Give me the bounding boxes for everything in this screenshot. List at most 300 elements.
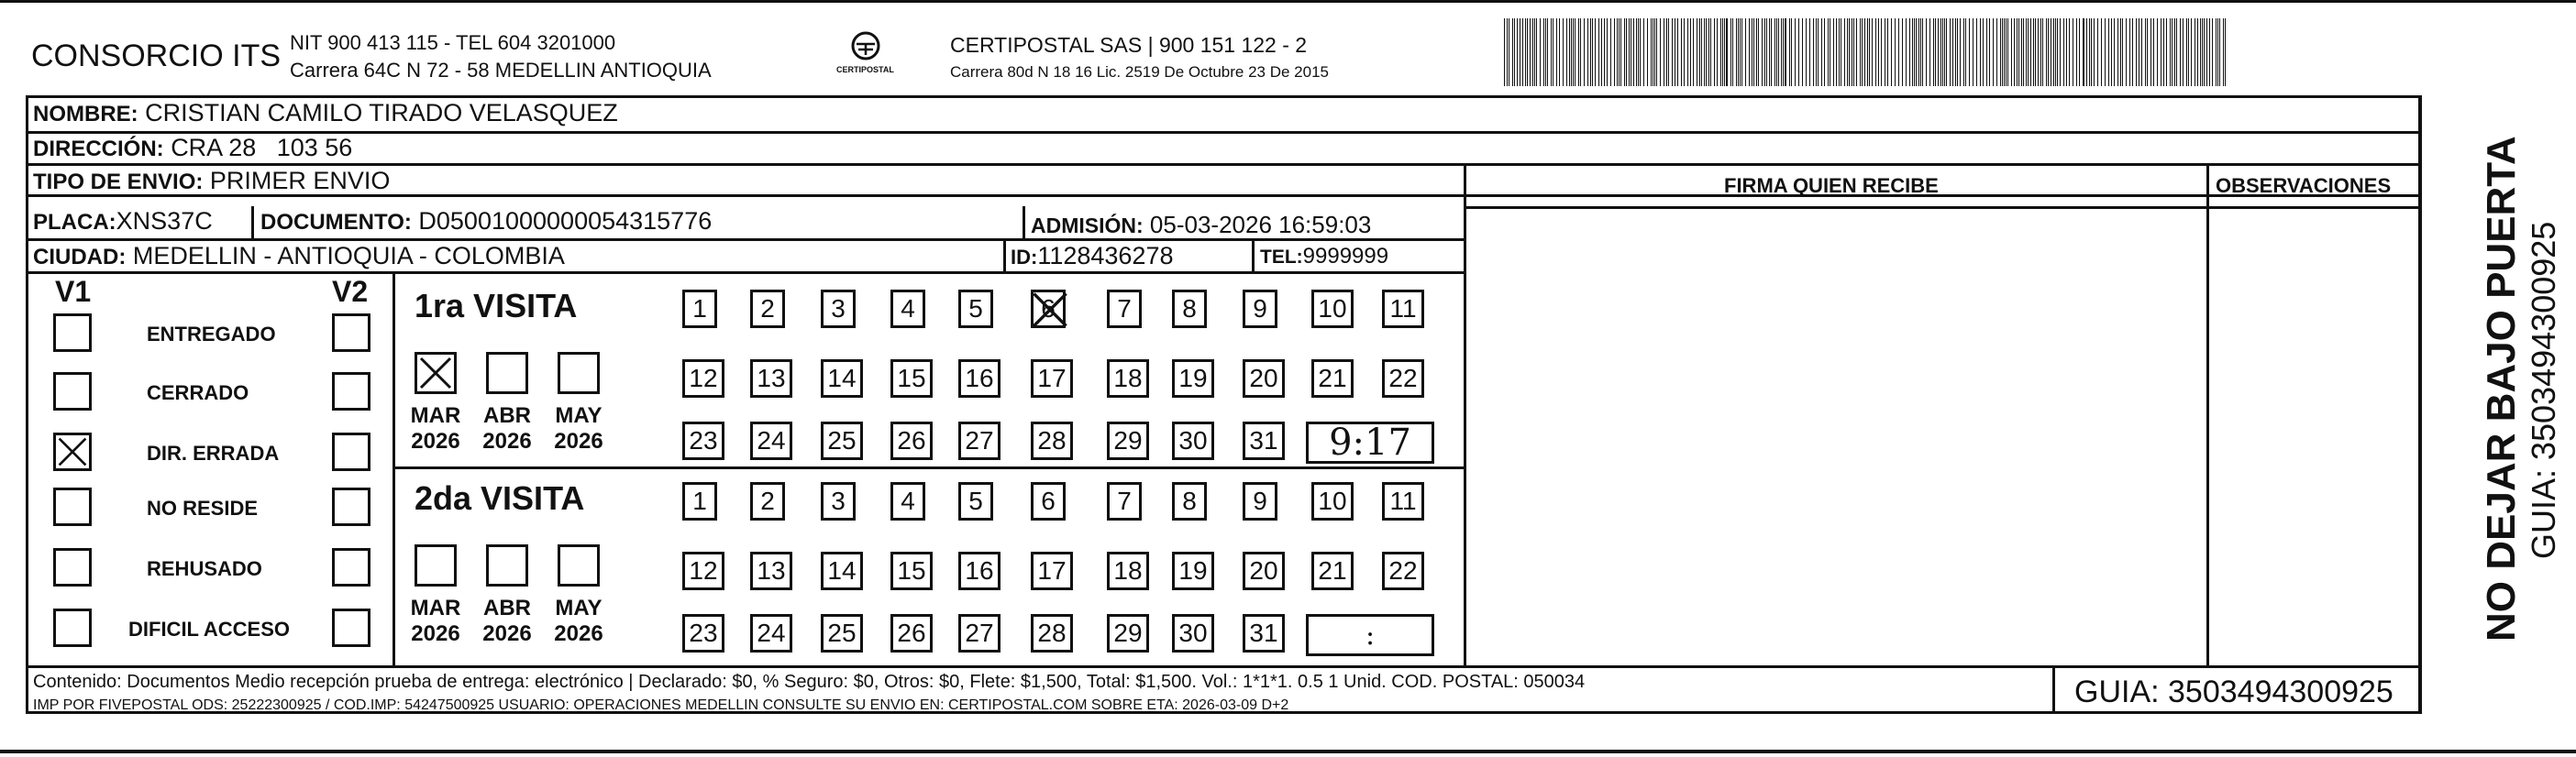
barcode-bar bbox=[2018, 18, 2019, 86]
month-checkbox[interactable] bbox=[486, 544, 528, 587]
barcode-bar bbox=[2007, 18, 2008, 86]
barcode-bar bbox=[2069, 18, 2070, 86]
month-checkbox[interactable] bbox=[486, 352, 528, 394]
v2-checkbox[interactable] bbox=[332, 548, 370, 587]
day-box[interactable]: 19 bbox=[1172, 552, 1214, 590]
barcode-bar bbox=[2209, 18, 2210, 86]
day-box[interactable]: 5 bbox=[958, 482, 993, 521]
barcode-bar bbox=[1704, 18, 1705, 86]
barcode-bar bbox=[1726, 18, 1728, 86]
barcode-bar bbox=[2038, 18, 2039, 86]
day-box[interactable]: 14 bbox=[821, 552, 863, 590]
day-box[interactable]: 8 bbox=[1172, 482, 1207, 521]
day-box[interactable]: 30 bbox=[1172, 422, 1214, 460]
barcode-bar bbox=[1693, 18, 1694, 86]
barcode-bar bbox=[1918, 18, 1919, 86]
day-box[interactable]: 4 bbox=[890, 482, 925, 521]
day-box[interactable]: 19 bbox=[1172, 359, 1214, 398]
barcode-bar bbox=[1902, 18, 1903, 86]
barcode-bar bbox=[1869, 18, 1870, 86]
barcode-bar bbox=[1795, 18, 1796, 86]
barcode-bar bbox=[1604, 18, 1605, 86]
tel-value: 9999999 bbox=[1302, 244, 1389, 269]
day-box[interactable]: 26 bbox=[890, 614, 933, 653]
barcode-bar bbox=[1929, 18, 1930, 86]
barcode-bar bbox=[1976, 18, 1977, 86]
barcode-bar bbox=[1963, 18, 1964, 86]
barcode-bar bbox=[1530, 18, 1531, 86]
barcode-bar bbox=[2083, 18, 2084, 86]
day-box[interactable]: 4 bbox=[890, 290, 925, 328]
status-option-label: NO RESIDE bbox=[147, 497, 259, 520]
day-box[interactable]: 13 bbox=[750, 359, 792, 398]
barcode-bar bbox=[2223, 18, 2224, 86]
month-label: MAY 2026 bbox=[554, 403, 603, 454]
barcode-bar bbox=[2202, 18, 2203, 86]
barcode-bar bbox=[1571, 18, 1572, 86]
day-box[interactable]: 22 bbox=[1382, 552, 1424, 590]
barcode-bar bbox=[2053, 18, 2054, 86]
direccion-value: CRA 28 103 56 bbox=[171, 134, 353, 161]
barcode-bar bbox=[1684, 18, 1685, 86]
day-box[interactable]: 10 bbox=[1311, 290, 1354, 328]
barcode-bar bbox=[1824, 18, 1825, 86]
day-box[interactable]: 15 bbox=[890, 552, 933, 590]
barcode-bar bbox=[1687, 18, 1688, 86]
barcode-bar bbox=[1849, 18, 1850, 86]
barcode-bar bbox=[1749, 18, 1750, 86]
bottom-rule bbox=[0, 750, 2576, 753]
company-info-1: NIT 900 413 115 - TEL 604 3201000 bbox=[290, 31, 616, 54]
day-box[interactable]: 12 bbox=[682, 359, 724, 398]
barcode-bar bbox=[1914, 18, 1915, 86]
barcode-bar bbox=[1806, 18, 1807, 86]
barcode-bar bbox=[1938, 18, 1939, 86]
barcode-bar bbox=[1614, 18, 1615, 86]
barcode-bar bbox=[2117, 18, 2118, 86]
barcode-bar bbox=[2108, 18, 2109, 86]
barcode-bar bbox=[1983, 18, 1984, 86]
status-option-label: DIFICIL ACCESO bbox=[128, 618, 291, 641]
barcode-bar bbox=[1745, 18, 1746, 86]
barcode-bar bbox=[1955, 18, 1956, 86]
barcode-bar bbox=[2219, 18, 2220, 86]
id-value: 1128436278 bbox=[1037, 242, 1174, 269]
barcode-bar bbox=[1774, 18, 1775, 86]
v1-checkbox[interactable] bbox=[53, 372, 92, 411]
barcode-bar bbox=[1762, 18, 1763, 86]
barcode-bar bbox=[2028, 18, 2029, 86]
barcode-bar bbox=[1875, 18, 1876, 86]
tel-label: TEL: bbox=[1260, 247, 1303, 268]
barcode-bar bbox=[1993, 18, 1994, 86]
barcode-bar bbox=[2004, 18, 2005, 86]
barcode-bar bbox=[2097, 18, 2098, 86]
v2-checkbox[interactable] bbox=[332, 488, 370, 526]
v1-checkbox[interactable] bbox=[53, 433, 92, 471]
barcode-bar bbox=[1891, 18, 1892, 86]
footer-line-1: Contenido: Documentos Medio recepción prueba de entrega: electrónico | Declarado: $0, % Seguro: $0, Otros: $0, Flete: $1,500, Total: $1,500. Vol.: 1*1*1. 0.5 1 Unid. COD. POSTAL: 050034 bbox=[33, 672, 1586, 692]
barcode-bar bbox=[2141, 18, 2142, 86]
barcode-bar bbox=[1738, 18, 1739, 86]
month-checkbox[interactable] bbox=[558, 544, 600, 587]
day-box[interactable]: 16 bbox=[958, 359, 1001, 398]
barcode-bar bbox=[2126, 18, 2127, 86]
v2-checkbox[interactable] bbox=[332, 433, 370, 471]
day-box[interactable]: 20 bbox=[1243, 359, 1285, 398]
barcode-bar bbox=[2111, 18, 2112, 86]
barcode-bar bbox=[1584, 18, 1585, 86]
barcode-bar bbox=[1525, 18, 1526, 86]
barcode-bar bbox=[1809, 18, 1810, 86]
barcode-bar bbox=[1980, 18, 1981, 86]
day-box[interactable]: 31 bbox=[1243, 614, 1285, 653]
barcode-bar bbox=[1595, 18, 1596, 86]
certipostal-logo-icon bbox=[831, 27, 901, 82]
barcode-bar bbox=[1543, 18, 1544, 86]
nombre-value: CRISTIAN CAMILO TIRADO VELASQUEZ bbox=[145, 99, 618, 126]
barcode-bar bbox=[1864, 18, 1865, 86]
barcode-bar bbox=[2163, 18, 2164, 86]
month-checkbox[interactable] bbox=[558, 352, 600, 394]
barcode-bar bbox=[2057, 18, 2058, 86]
barcode-bar bbox=[2216, 18, 2217, 86]
barcode bbox=[1504, 18, 2230, 86]
placa-label: PLACA: bbox=[33, 210, 116, 235]
barcode-bar bbox=[1706, 18, 1707, 86]
v1-checkbox[interactable] bbox=[53, 609, 92, 647]
barcode-bar bbox=[2011, 18, 2012, 86]
barcode-bar bbox=[1766, 18, 1767, 86]
time-box[interactable]: 9:17 bbox=[1306, 422, 1434, 464]
barcode-bar bbox=[1785, 18, 1786, 86]
barcode-bar bbox=[2204, 18, 2205, 86]
barcode-bar bbox=[2197, 18, 2198, 86]
day-box[interactable]: 1 bbox=[682, 290, 717, 328]
day-box[interactable]: 29 bbox=[1107, 614, 1149, 653]
barcode-bar bbox=[2129, 18, 2130, 86]
month-checkbox[interactable] bbox=[415, 352, 457, 394]
day-box[interactable]: 18 bbox=[1107, 359, 1149, 398]
time-box[interactable]: : bbox=[1306, 614, 1434, 656]
company-info-2: Carrera 64C N 72 - 58 MEDELLIN ANTIOQUIA bbox=[290, 59, 712, 82]
footer-guia: GUIA: 3503494300925 bbox=[2074, 675, 2394, 709]
day-box[interactable]: 11 bbox=[1382, 482, 1424, 521]
day-box[interactable]: 1 bbox=[682, 482, 717, 521]
day-box[interactable]: 26 bbox=[890, 422, 933, 460]
certipostal-logo: CERTIPOSTAL bbox=[831, 27, 901, 82]
barcode-bar bbox=[1666, 18, 1667, 86]
day-box[interactable]: 8 bbox=[1172, 290, 1207, 328]
barcode-bar bbox=[1714, 18, 1715, 86]
barcode-bar bbox=[1710, 18, 1711, 86]
barcode-bar bbox=[1836, 18, 1837, 86]
barcode-bar bbox=[1545, 18, 1546, 86]
v1-checkbox[interactable] bbox=[53, 488, 92, 526]
barcode-bar bbox=[1514, 18, 1515, 86]
day-box[interactable]: 28 bbox=[1031, 422, 1073, 460]
day-box[interactable]: 12 bbox=[682, 552, 724, 590]
month-checkbox[interactable] bbox=[415, 544, 457, 587]
v1-checkbox[interactable] bbox=[53, 548, 92, 587]
day-box[interactable]: 27 bbox=[958, 422, 1001, 460]
company-name: CONSORCIO ITS bbox=[31, 38, 282, 73]
barcode-bar bbox=[2055, 18, 2056, 86]
barcode-bar bbox=[1816, 18, 1817, 86]
barcode-bar bbox=[1847, 18, 1848, 86]
barcode-bar bbox=[1587, 18, 1588, 86]
barcode-bar bbox=[2089, 18, 2090, 86]
barcode-bar bbox=[1813, 18, 1814, 86]
barcode-bar bbox=[1926, 18, 1927, 86]
day-box[interactable]: 6 bbox=[1031, 482, 1066, 521]
barcode-bar bbox=[2153, 18, 2154, 86]
month-label: MAY 2026 bbox=[554, 596, 603, 646]
barcode-bar bbox=[1798, 18, 1799, 86]
day-box[interactable]: 5 bbox=[958, 290, 993, 328]
v1-header: V1 bbox=[55, 275, 92, 308]
day-box[interactable]: 27 bbox=[958, 614, 1001, 653]
v2-header: V2 bbox=[332, 275, 369, 308]
barcode-bar bbox=[2136, 18, 2137, 86]
barcode-bar bbox=[2021, 18, 2022, 86]
barcode-bar bbox=[1881, 18, 1882, 86]
barcode-bar bbox=[2225, 18, 2226, 86]
barcode-bar bbox=[2170, 18, 2171, 86]
barcode-bar bbox=[1573, 18, 1574, 86]
barcode-bar bbox=[1690, 18, 1691, 86]
barcode-bar bbox=[1944, 18, 1945, 86]
barcode-bar bbox=[1950, 18, 1951, 86]
barcode-bar bbox=[1522, 18, 1523, 86]
barcode-bar bbox=[2060, 18, 2061, 86]
barcode-bar bbox=[1965, 18, 1966, 86]
barcode-bar bbox=[1853, 18, 1854, 86]
status-option-label: CERRADO bbox=[147, 381, 249, 404]
v2-checkbox[interactable] bbox=[332, 372, 370, 411]
barcode-bar bbox=[2191, 18, 2192, 86]
day-box[interactable]: 29 bbox=[1107, 422, 1149, 460]
barcode-bar bbox=[1504, 18, 1505, 86]
barcode-bar bbox=[2147, 18, 2148, 86]
barcode-bar bbox=[1867, 18, 1868, 86]
barcode-bar bbox=[1769, 18, 1770, 86]
barcode-bar bbox=[1740, 18, 1741, 86]
barcode-bar bbox=[2150, 18, 2151, 86]
barcode-bar bbox=[2023, 18, 2024, 86]
barcode-bar bbox=[2079, 18, 2080, 86]
barcode-bar bbox=[2105, 18, 2106, 86]
day-box[interactable]: 25 bbox=[821, 422, 863, 460]
barcode-bar bbox=[1556, 18, 1557, 86]
status-option-label: ENTREGADO bbox=[147, 323, 276, 346]
v2-checkbox[interactable] bbox=[332, 313, 370, 352]
day-box[interactable]: 9 bbox=[1243, 290, 1277, 328]
barcode-bar bbox=[2122, 18, 2123, 86]
visit2-title: 2da VISITA bbox=[415, 479, 585, 517]
barcode-bar bbox=[1601, 18, 1602, 86]
barcode-bar bbox=[1732, 18, 1733, 86]
barcode-bar bbox=[2002, 18, 2003, 86]
barcode-bar bbox=[1592, 18, 1593, 86]
admision-value: 05-03-2026 16:59:03 bbox=[1149, 211, 1372, 238]
day-box[interactable]: 21 bbox=[1311, 552, 1354, 590]
barcode-bar bbox=[2206, 18, 2207, 86]
ciudad-value: MEDELLIN - ANTIOQUIA - COLOMBIA bbox=[132, 242, 565, 269]
barcode-bar bbox=[1654, 18, 1655, 86]
barcode-bar bbox=[1643, 18, 1644, 86]
barcode-bar bbox=[1656, 18, 1657, 86]
barcode-bar bbox=[1722, 18, 1723, 86]
day-box[interactable]: 16 bbox=[958, 552, 1001, 590]
barcode-bar bbox=[2114, 18, 2115, 86]
barcode-bar bbox=[2042, 18, 2043, 86]
placa-value: XNS37C bbox=[116, 207, 213, 235]
barcode-bar bbox=[1640, 18, 1641, 86]
month-label: ABR 2026 bbox=[482, 596, 532, 646]
barcode-bar bbox=[2026, 18, 2027, 86]
guia-vertical: GUIA: 3503494300925 bbox=[2525, 221, 2562, 559]
day-box[interactable]: 30 bbox=[1172, 614, 1214, 653]
day-box[interactable]: 11 bbox=[1382, 290, 1424, 328]
day-box[interactable]: 7 bbox=[1107, 290, 1142, 328]
day-box[interactable]: 31 bbox=[1243, 422, 1285, 460]
barcode-bar bbox=[1878, 18, 1879, 86]
barcode-bar bbox=[1647, 18, 1648, 86]
barcode-bar bbox=[1756, 18, 1757, 86]
v1-checkbox[interactable] bbox=[53, 313, 92, 352]
day-box[interactable]: 25 bbox=[821, 614, 863, 653]
barcode-bar bbox=[1887, 18, 1888, 86]
barcode-bar bbox=[1534, 18, 1535, 86]
month-label: ABR 2026 bbox=[482, 403, 532, 454]
firma-header: FIRMA QUIEN RECIBE bbox=[1724, 174, 1939, 197]
barcode-bar bbox=[1839, 18, 1840, 86]
barcode-bar bbox=[1821, 18, 1822, 86]
carrier-line-1: CERTIPOSTAL SAS | 900 151 122 - 2 bbox=[950, 33, 1308, 57]
barcode-bar bbox=[2006, 18, 2007, 86]
barcode-bar bbox=[1607, 18, 1608, 86]
barcode-bar bbox=[2183, 18, 2184, 86]
day-box[interactable]: 21 bbox=[1311, 359, 1354, 398]
day-box[interactable]: 14 bbox=[821, 359, 863, 398]
barcode-bar bbox=[1527, 18, 1528, 86]
day-box[interactable]: 15 bbox=[890, 359, 933, 398]
barcode-bar bbox=[2014, 18, 2015, 86]
barcode-bar bbox=[1578, 18, 1579, 86]
tipo-envio-label: TIPO DE ENVIO: bbox=[33, 170, 204, 194]
barcode-image bbox=[1504, 18, 2230, 86]
barcode-bar bbox=[1681, 18, 1682, 86]
barcode-bar bbox=[2166, 18, 2167, 86]
month-label: MAR 2026 bbox=[410, 403, 461, 454]
day-box[interactable]: 2 bbox=[750, 290, 785, 328]
barcode-bar bbox=[1906, 18, 1907, 86]
barcode-bar bbox=[1677, 18, 1678, 86]
barcode-bar bbox=[1540, 18, 1541, 86]
barcode-bar bbox=[1753, 18, 1754, 86]
day-box[interactable]: 17 bbox=[1031, 552, 1073, 590]
barcode-bar bbox=[1512, 18, 1513, 86]
barcode-bar bbox=[2040, 18, 2041, 86]
barcode-bar bbox=[1952, 18, 1953, 86]
day-box[interactable]: 3 bbox=[821, 290, 856, 328]
barcode-bar bbox=[1730, 18, 1731, 86]
barcode-bar bbox=[2176, 18, 2177, 86]
barcode-bar bbox=[1598, 18, 1599, 86]
barcode-bar bbox=[1626, 18, 1627, 86]
documento-label: DOCUMENTO: bbox=[260, 210, 412, 235]
barcode-bar bbox=[1912, 18, 1913, 86]
barcode-bar bbox=[1758, 18, 1759, 86]
ciudad-label: CIUDAD: bbox=[33, 245, 127, 269]
day-box[interactable]: 2 bbox=[750, 482, 785, 521]
day-box[interactable]: 23 bbox=[682, 422, 724, 460]
tipo-envio-value: PRIMER ENVIO bbox=[209, 167, 391, 194]
day-box[interactable]: 23 bbox=[682, 614, 724, 653]
day-box[interactable]: 6 bbox=[1031, 290, 1066, 328]
barcode-bar bbox=[2066, 18, 2067, 86]
barcode-bar bbox=[1517, 18, 1518, 86]
barcode-bar bbox=[1862, 18, 1863, 86]
barcode-bar bbox=[2120, 18, 2121, 86]
top-rule bbox=[0, 0, 2576, 3]
barcode-bar bbox=[1619, 18, 1620, 86]
day-box[interactable]: 17 bbox=[1031, 359, 1073, 398]
barcode-bar bbox=[1933, 18, 1934, 86]
barcode-bar bbox=[2063, 18, 2064, 86]
day-box[interactable]: 20 bbox=[1243, 552, 1285, 590]
barcode-bar bbox=[1791, 18, 1792, 86]
day-box[interactable]: 9 bbox=[1243, 482, 1277, 521]
barcode-bar bbox=[1828, 18, 1829, 86]
day-box[interactable]: 10 bbox=[1311, 482, 1354, 521]
day-box[interactable]: 18 bbox=[1107, 552, 1149, 590]
day-box[interactable]: 22 bbox=[1382, 359, 1424, 398]
direccion-label: DIRECCIÓN: bbox=[33, 137, 164, 161]
barcode-bar bbox=[1563, 18, 1564, 86]
barcode-bar bbox=[2094, 18, 2095, 86]
day-box[interactable]: 24 bbox=[750, 422, 792, 460]
day-box[interactable]: 3 bbox=[821, 482, 856, 521]
day-box[interactable]: 13 bbox=[750, 552, 792, 590]
v2-checkbox[interactable] bbox=[332, 609, 370, 647]
month-label: MAR 2026 bbox=[410, 596, 461, 646]
barcode-bar bbox=[2188, 18, 2189, 86]
barcode-bar bbox=[1736, 18, 1737, 86]
x-mark-icon bbox=[417, 355, 454, 391]
barcode-bar bbox=[1536, 18, 1537, 86]
barcode-bar bbox=[2101, 18, 2102, 86]
barcode-bar bbox=[2033, 18, 2034, 86]
x-mark-icon bbox=[1030, 287, 1070, 333]
barcode-bar bbox=[2180, 18, 2181, 86]
barcode-bar bbox=[2000, 18, 2001, 86]
barcode-bar bbox=[1909, 18, 1910, 86]
barcode-bar bbox=[2145, 18, 2146, 86]
barcode-bar bbox=[1617, 18, 1618, 86]
barcode-bar bbox=[1946, 18, 1947, 86]
day-box[interactable]: 24 bbox=[750, 614, 792, 653]
day-box[interactable]: 28 bbox=[1031, 614, 1073, 653]
barcode-bar bbox=[2046, 18, 2047, 86]
id-label: ID: bbox=[1011, 246, 1038, 269]
day-box[interactable]: 7 bbox=[1107, 482, 1142, 521]
barcode-bar bbox=[1532, 18, 1533, 86]
barcode-bar bbox=[1771, 18, 1772, 86]
barcode-bar bbox=[1940, 18, 1941, 86]
barcode-bar bbox=[2212, 18, 2213, 86]
